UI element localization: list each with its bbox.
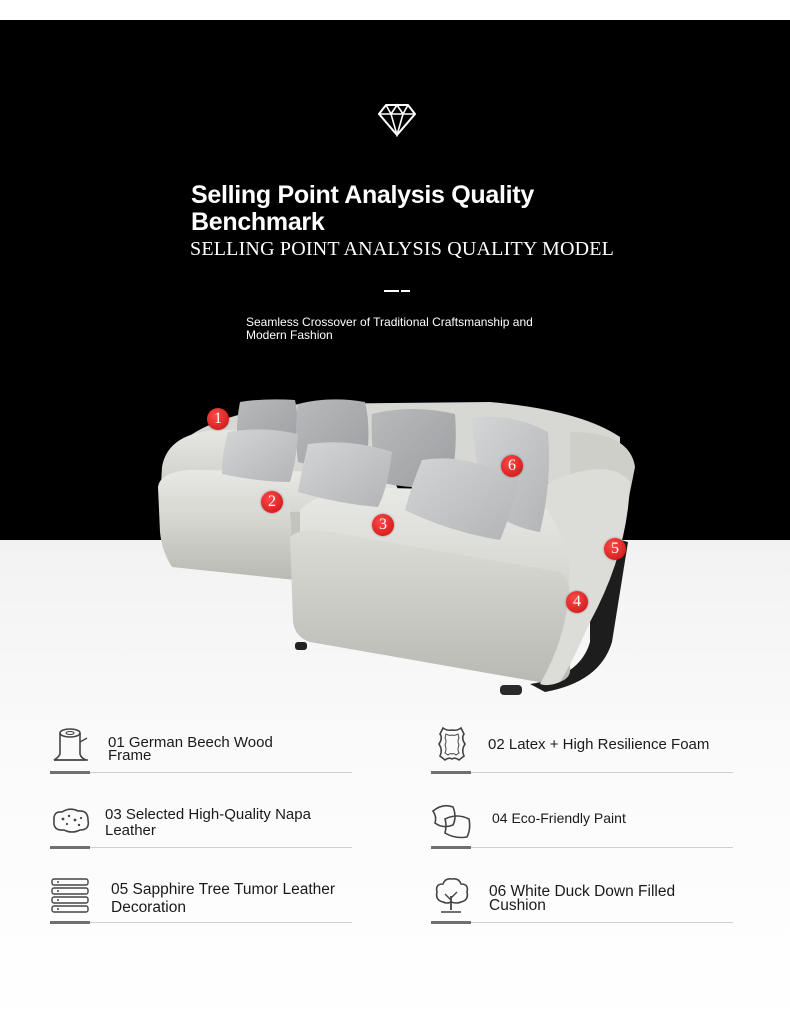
feature-underline-4 <box>431 846 471 849</box>
feature-item-6 <box>431 872 736 932</box>
feature-label-5: 05 Sapphire Tree Tumor Leather Decoration <box>111 881 336 916</box>
cushion-pillows-icon <box>431 799 473 839</box>
marker-2: 2 <box>261 491 283 513</box>
feature-item-2 <box>431 722 736 782</box>
feature-item-1 <box>50 722 355 782</box>
feature-rule-1 <box>90 772 352 773</box>
feature-rule-2 <box>471 772 733 773</box>
feature-underline-2 <box>431 771 471 774</box>
top-margin <box>0 0 790 20</box>
feature-item-5 <box>50 872 355 932</box>
feature-item-4 <box>431 797 736 857</box>
diamond-icon <box>378 103 416 137</box>
sofa-image <box>150 392 650 702</box>
feature-label-6: 06 White Duck Down Filled Cushion <box>489 883 676 914</box>
marker-6: 6 <box>501 455 523 477</box>
divider-gap <box>399 290 401 292</box>
page-subtitle: SELLING POINT ANALYSIS QUALITY MODEL <box>190 238 615 260</box>
feature-item-3 <box>50 797 355 857</box>
marker-4: 4 <box>566 591 588 613</box>
feature-rule-6 <box>471 922 733 923</box>
feature-underline-5 <box>50 921 90 924</box>
layered-slats-icon <box>50 876 92 916</box>
marker-5: 5 <box>604 538 626 560</box>
feature-label-1: 01 German Beech Wood Frame <box>108 734 273 764</box>
feature-rule-5 <box>90 922 352 923</box>
page-title: Selling Point Analysis Quality Benchmark <box>191 181 534 236</box>
feature-underline-3 <box>50 846 90 849</box>
marker-3: 3 <box>372 514 394 536</box>
tree-icon <box>431 876 473 916</box>
feature-label-4: 04 Eco-Friendly Paint <box>492 810 626 826</box>
feature-underline-1 <box>50 771 90 774</box>
feature-label-3: 03 Selected High-Quality Napa Leather <box>105 806 311 839</box>
tree-stump-icon <box>50 724 92 764</box>
feature-rule-3 <box>90 847 352 848</box>
sponge-icon <box>50 801 92 841</box>
feature-underline-6 <box>431 921 471 924</box>
page-description: Seamless Crossover of Traditional Craftsmanship and Modern Fashion <box>246 315 533 342</box>
feature-label-2: 02 Latex + High Resilience Foam <box>488 736 710 753</box>
divider-dash <box>384 290 410 292</box>
marker-1: 1 <box>207 408 229 430</box>
leather-hide-icon <box>431 724 473 764</box>
feature-rule-4 <box>471 847 733 848</box>
